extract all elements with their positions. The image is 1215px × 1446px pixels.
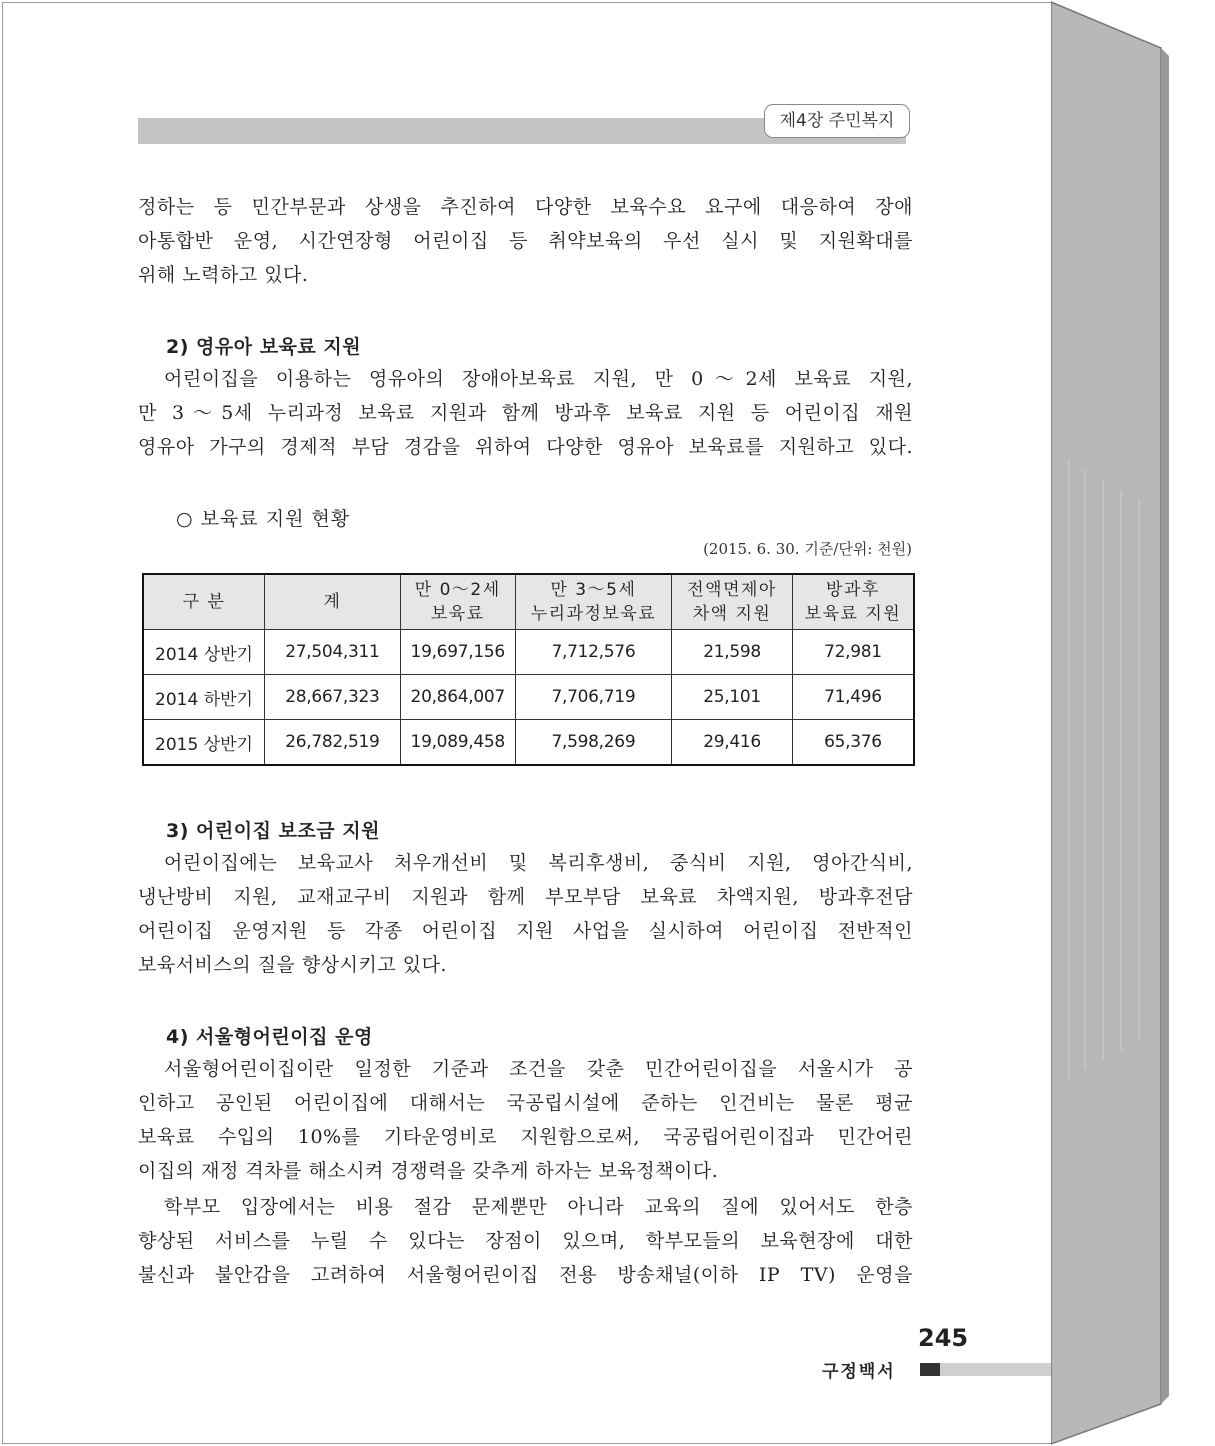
table-row (143, 675, 914, 720)
cell-age-3-5: 7,598,269 (515, 720, 672, 766)
header-age-0-2: 만 0～2세 보육료 (400, 574, 515, 630)
cell-total: 26,782,519 (265, 720, 401, 766)
header-age-3-5: 만 3～5세 누리과정보육료 (515, 574, 672, 630)
cell-exempt: 29,416 (672, 720, 793, 766)
cell-exempt: 25,101 (672, 675, 793, 720)
intro-line-2: 아통합반 운영, 시간연장형 어린이집 등 취약보육의 우선 실시 및 지원확대를 (138, 230, 913, 252)
section-3-line-4: 보육서비스의 질을 향상시키고 있다. (138, 954, 447, 976)
book-title: 구정백서 (822, 1362, 896, 1382)
cell-age-0-2: 19,697,156 (400, 630, 515, 675)
cell-after-school: 71,496 (792, 675, 914, 720)
cell-exempt: 21,598 (672, 630, 793, 675)
section-3-heading: 3) 어린이집 보조금 지원 (166, 820, 380, 842)
section-4-p1-line-1: 서울형어린이집이란 일정한 기준과 조건을 갖춘 민간어린이집을 서울시가 공 (164, 1058, 913, 1080)
header-total: 계 (265, 574, 401, 630)
section-2-line-3: 영유아 가구의 경제적 부담 경감을 위하여 다양한 영유아 보육료를 지원하고 있다. (138, 436, 913, 458)
row-label: 2015 상반기 (143, 720, 265, 766)
section-4-heading: 4) 서울형어린이집 운영 (166, 1026, 373, 1048)
page-number: 245 (918, 1324, 969, 1352)
row-label: 2014 상반기 (143, 630, 265, 675)
header-category: 구 분 (143, 574, 265, 630)
childcare-fee-table (142, 573, 915, 766)
table-caption: ○ 보육료 지원 현황 (176, 508, 351, 530)
cell-after-school: 72,981 (792, 630, 914, 675)
header-exempt: 전액면제아 차액 지원 (672, 574, 793, 630)
chapter-tag: 제4장 주민복지 (764, 104, 910, 138)
cell-age-3-5: 7,712,576 (515, 630, 672, 675)
footer-block (920, 1363, 940, 1376)
table-row (143, 720, 914, 766)
cell-total: 27,504,311 (265, 630, 401, 675)
section-4-p1-line-4: 이집의 재정 격차를 해소시켜 경쟁력을 갖추게 하자는 보육정책이다. (138, 1160, 719, 1182)
table-header-row (143, 574, 914, 630)
section-4-p1-line-2: 인하고 공인된 어린이집에 대해서는 국공립시설에 준하는 인건비는 물론 평균 (138, 1092, 913, 1114)
section-2-line-1: 어린이집을 이용하는 영유아의 장애아보육료 지원, 만 0～2세 보육료 지원, (164, 368, 913, 390)
section-2-line-2: 만 3～5세 누리과정 보육료 지원과 함께 방과후 보육료 지원 등 어린이집 재원 (138, 402, 913, 424)
cell-after-school: 65,376 (792, 720, 914, 766)
cell-total: 28,667,323 (265, 675, 401, 720)
section-4-p1-line-3: 보육료 수입의 10%를 기타운영비로 지원함으로써, 국공립어린이집과 민간어린 (138, 1126, 913, 1148)
section-2-heading: 2) 영유아 보육료 지원 (166, 336, 362, 358)
table-row (143, 630, 914, 675)
cell-age-0-2: 20,864,007 (400, 675, 515, 720)
section-4-p2-line-3: 불신과 불안감을 고려하여 서울형어린이집 전용 방송채널(이하 IP TV) 운영을 (138, 1264, 913, 1286)
intro-line-1: 정하는 등 민간부문과 상생을 추진하여 다양한 보육수요 요구에 대응하여 장애 (138, 196, 913, 218)
cell-age-3-5: 7,706,719 (515, 675, 672, 720)
row-label: 2014 하반기 (143, 675, 265, 720)
section-3-line-2: 냉난방비 지원, 교재교구비 지원과 함께 부모부담 보육료 차액지원, 방과후전담 (138, 886, 913, 908)
unit-note: (2015. 6. 30. 기준/단위: 천원) (703, 540, 912, 558)
cell-age-0-2: 19,089,458 (400, 720, 515, 766)
section-3-line-1: 어린이집에는 보육교사 처우개선비 및 복리후생비, 중식비 지원, 영아간식비, (164, 852, 913, 874)
footer-bar (940, 1363, 1051, 1376)
section-3-line-3: 어린이집 운영지원 등 각종 어린이집 지원 사업을 실시하여 어린이집 전반적인 (138, 920, 913, 942)
header-after-school: 방과후 보육료 지원 (792, 574, 914, 630)
section-4-p2-line-2: 향상된 서비스를 누릴 수 있다는 장점이 있으며, 학부모들의 보육현장에 대한 (138, 1230, 913, 1252)
intro-line-3: 위해 노력하고 있다. (138, 264, 309, 286)
section-4-p2-line-1: 학부모 입장에서는 비용 절감 문제뿐만 아니라 교육의 질에 있어서도 한층 (164, 1196, 913, 1218)
book-edge (1051, 0, 1215, 1446)
